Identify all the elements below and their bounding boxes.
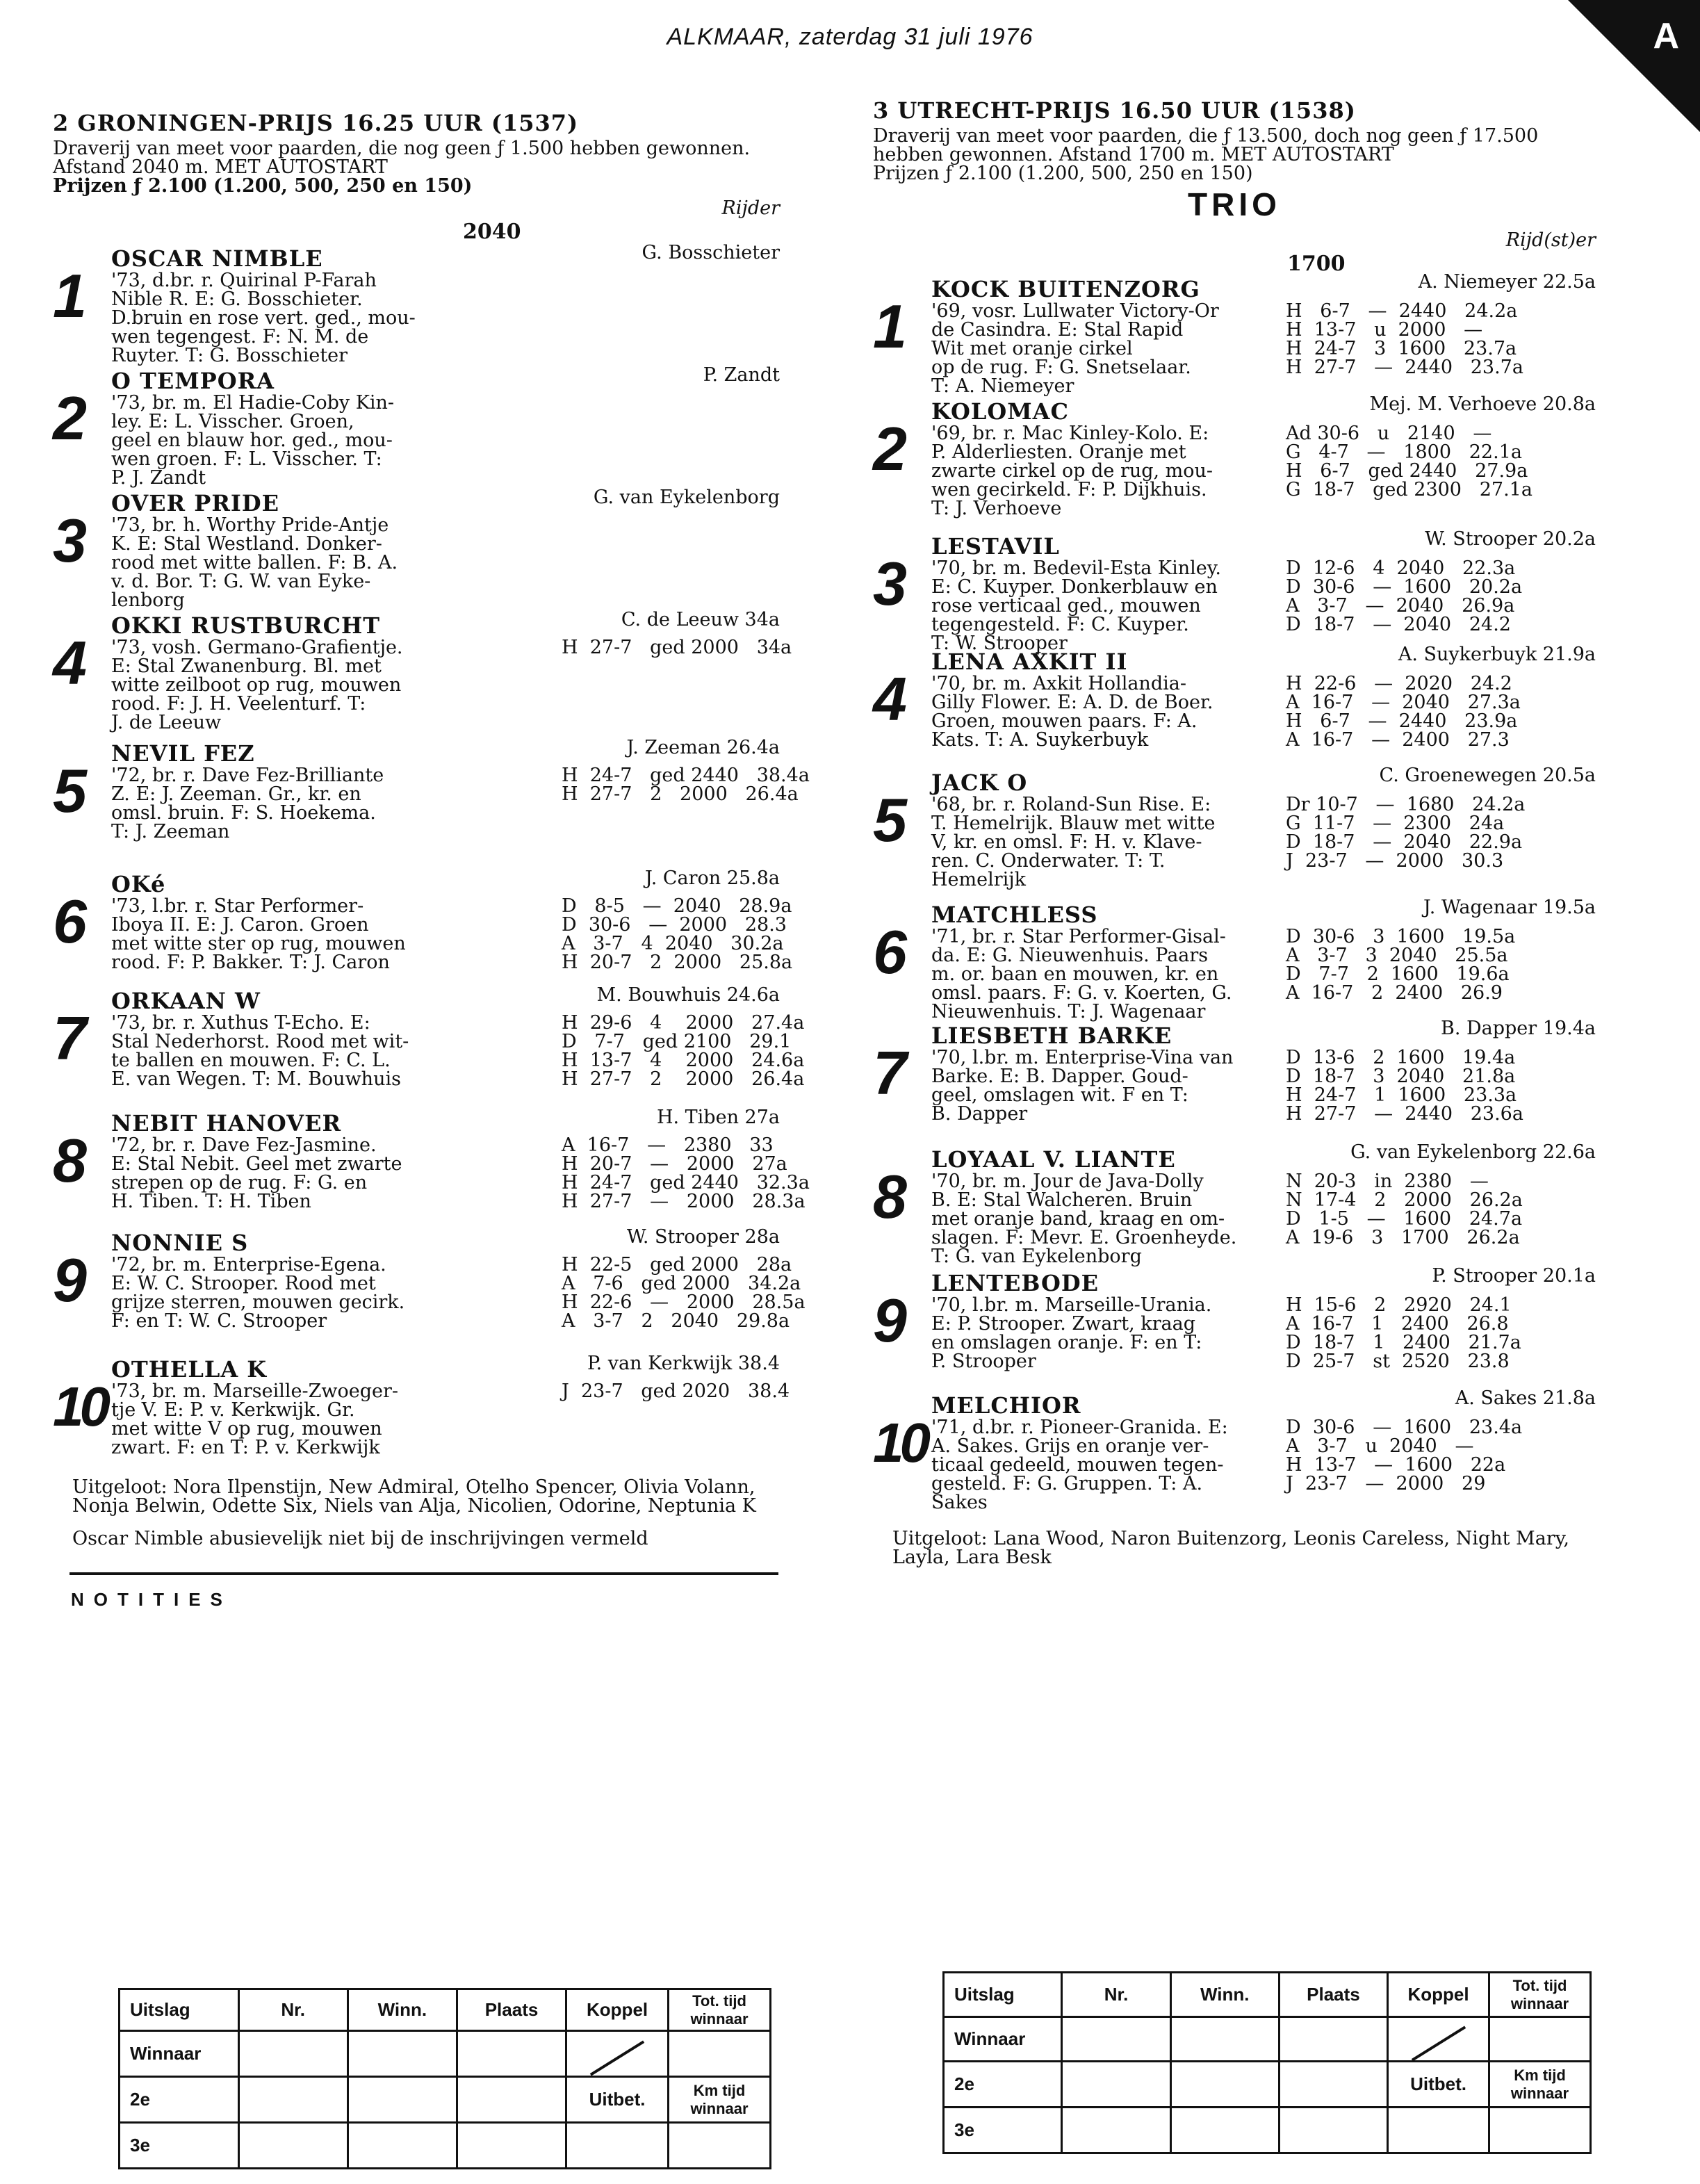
rider-name: J. Zeeman 26.4a [626, 737, 780, 758]
slash-mark [566, 2031, 669, 2077]
entry-number: 2 [873, 414, 907, 483]
horse-description: '73, br. m. Marseille-Zwoeger- tje V. E: P. v. Kerkwijk. Gr. met witte V op rug, mouwen zwart. F: en T: P. v. Kerkwijk [111, 1380, 398, 1458]
col-tot-tijd: Tot. tijd winnaar [1489, 1973, 1591, 2017]
row-winnaar: Winnaar [944, 2017, 1062, 2062]
form-record: H 27-7 ged 2000 34a [562, 637, 792, 658]
entry-number: 3 [873, 549, 907, 618]
horse-name: LENTEBODE [931, 1270, 1099, 1296]
horse-name: MELCHIOR [931, 1392, 1081, 1419]
race-2-distance: 2040 [463, 220, 521, 244]
cell [1062, 2017, 1170, 2062]
horse-description: '71, br. r. Star Performer-Gisal- da. E: G. Nieuwenhuis. Paars m. or. baan en mouwen, kr. en omsl. paars. F: G. v. Koerten, G. Nieuwenhuis. T: J. Wagenaar [931, 926, 1232, 1022]
race-3-rider-heading: Rijd(st)er [1505, 229, 1596, 251]
cell [238, 2077, 348, 2123]
km-tijd-label: Km tijd winnaar [669, 2077, 771, 2123]
horse-name: MATCHLESS [931, 902, 1098, 928]
form-record: H 6-7 — 2440 24.2a H 13-7 u 2000 — H 24-7 3 1600 23.7a H 27-7 — 2440 23.7a [1286, 300, 1523, 378]
horse-description: '73, l.br. r. Star Performer- Iboya II. E: J. Caron. Groen met witte ster op rug, mouwen rood. F: P. Bakker. T: J. Caron [111, 895, 406, 973]
race-2-note: Oscar Nimble abusievelijk niet bij de inschrijvingen vermeld [72, 1528, 648, 1549]
horse-name: OKKI RUSTBURCHT [111, 612, 381, 639]
horse-name: O TEMPORA [111, 368, 275, 394]
col-tot-tijd: Tot. tijd winnaar [669, 1989, 771, 2031]
row-2e: 2e [120, 2077, 239, 2123]
cell [1062, 2108, 1170, 2153]
race-3-title: 3 UTRECHT-PRIJS 16.50 UUR (1538) [873, 97, 1356, 124]
uitbet-label: Uitbet. [1388, 2062, 1489, 2108]
horse-name: LESTAVIL [931, 533, 1060, 560]
horse-description: '69, br. r. Mac Kinley-Kolo. E: P. Alderliesten. Oranje met zwarte cirkel op de rug, mou- wen gecirkeld. F: P. Dijkhuis. T: J. Verhoeve [931, 423, 1213, 519]
horse-name: LOYAAL V. LIANTE [931, 1146, 1176, 1173]
race-2-description: Draverij van meet voor paarden, die nog geen ƒ 1.500 hebben gewonnen. Afstand 2040 m. MET AUTOSTART [53, 138, 751, 178]
cell [457, 2031, 566, 2077]
rider-name: Mej. M. Verhoeve 20.8a [1369, 393, 1596, 415]
entry-number: 9 [53, 1246, 87, 1314]
col-uitslag: Uitslag [120, 1989, 239, 2031]
horse-name: OKé [111, 871, 166, 897]
entry-number: 8 [53, 1126, 87, 1195]
cell [1388, 2108, 1489, 2153]
row-winnaar: Winnaar [120, 2031, 239, 2077]
entry-number: 10 [873, 1412, 926, 1474]
horse-name: KOLOMAC [931, 398, 1069, 425]
cell [1279, 2062, 1387, 2108]
form-record: Ad 30-6 u 2140 — G 4-7 — 1800 22.1a H 6-7 ged 2440 27.9a G 18-7 ged 2300 27.1a [1286, 423, 1533, 500]
entry-number: 4 [873, 665, 907, 733]
form-record: J 23-7 ged 2020 38.4 [562, 1380, 790, 1402]
cell [1279, 2108, 1387, 2153]
cell [669, 2031, 771, 2077]
page-header: ALKMAAR, zaterdag 31 juli 1976 [667, 24, 1033, 50]
form-record: D 8-5 — 2040 28.9a D 30-6 — 2000 28.3 A 3-7 4 2040 30.2a H 20-7 2 2000 25.8a [562, 895, 793, 973]
race-3-distance: 1700 [1287, 252, 1346, 276]
horse-name: JACK O [931, 769, 1028, 796]
cell [566, 2123, 669, 2169]
entry-number: 3 [53, 506, 87, 575]
cell [457, 2077, 566, 2123]
rider-name: P. Strooper 20.1a [1432, 1265, 1596, 1287]
rider-name: W. Strooper 20.2a [1425, 528, 1596, 550]
horse-description: '73, vosh. Germano-Grafientje. E: Stal Zwanenburg. Bl. met witte zeilboot op rug, mouwen rood. F: J. H. Veelenturf. T: J. de Leeuw [111, 637, 403, 733]
rider-name: P. van Kerkwijk 38.4 [587, 1353, 780, 1374]
cell [1170, 2017, 1279, 2062]
entry-number: 6 [53, 887, 87, 956]
form-record: D 12-6 4 2040 22.3a D 30-6 — 1600 20.2a A 3-7 — 2040 26.9a D 18-7 — 2040 24.2 [1286, 557, 1523, 635]
trio-label: TRIO [1188, 186, 1281, 222]
rider-name: J. Wagenaar 19.5a [1423, 897, 1596, 918]
entry-number: 1 [53, 261, 87, 330]
horse-name: LIESBETH BARKE [931, 1022, 1172, 1049]
col-koppel: Koppel [1388, 1973, 1489, 2017]
rider-name: G. van Eykelenborg [593, 487, 780, 508]
section-divider [70, 1572, 778, 1575]
rider-name: A. Sakes 21.8a [1455, 1387, 1596, 1409]
horse-name: OVER PRIDE [111, 490, 280, 516]
rider-name: M. Bouwhuis 24.6a [596, 984, 780, 1006]
col-plaats: Plaats [1279, 1973, 1387, 2017]
horse-name: KOCK BUITENZORG [931, 276, 1200, 302]
km-tijd-label: Km tijd winnaar [1489, 2062, 1591, 2108]
col-nr: Nr. [1062, 1973, 1170, 2017]
race-2-prizes: Prijzen ƒ 2.100 (1.200, 500, 250 en 150) [53, 175, 473, 197]
entry-number: 5 [873, 785, 907, 854]
horse-description: '70, br. m. Axkit Hollandia- Gilly Flower. E: A. D. de Boer. Groen, mouwen paars. F: A. Kats. T: A. Suykerbuyk [931, 673, 1213, 751]
cell [1489, 2017, 1591, 2062]
col-nr: Nr. [238, 1989, 348, 2031]
form-record: Dr 10-7 — 1680 24.2a G 11-7 — 2300 24a D 18-7 — 2040 22.9a J 23-7 — 2000 30.3 [1286, 794, 1526, 872]
cell [348, 2077, 457, 2123]
horse-name: NEBIT HANOVER [111, 1110, 342, 1136]
cell [1170, 2062, 1279, 2108]
entry-number: 7 [53, 1004, 87, 1073]
form-record: D 30-6 — 1600 23.4a A 3-7 u 2040 — H 13-7 — 1600 22a J 23-7 — 2000 29 [1286, 1417, 1523, 1494]
entry-number: 8 [873, 1162, 907, 1231]
rider-name: G. Bosschieter [641, 242, 780, 263]
race-3-column [873, 97, 1596, 1513]
form-record: H 29-6 4 2000 27.4a D 7-7 ged 2100 29.1 H 13-7 4 2000 24.6a H 27-7 2 2000 26.4a [562, 1012, 805, 1090]
cell [348, 2031, 457, 2077]
race-3-uitgeloot: Uitgeloot: Lana Wood, Naron Buitenzorg, Leonis Careless, Night Mary, Layla, Lara Besk [892, 1528, 1569, 1568]
row-2e: 2e [944, 2062, 1062, 2108]
race-3-prizes: Prijzen ƒ 2.100 (1.200, 500, 250 en 150) [873, 163, 1253, 184]
horse-name: ORKAAN W [111, 988, 261, 1014]
horse-name: NEVIL FEZ [111, 740, 255, 767]
rider-name: A. Suykerbuyk 21.9a [1398, 644, 1596, 665]
horse-description: '73, br. h. Worthy Pride-Antje K. E: Stal Westland. Donker- rood met witte ballen. F: B. A. v. d. Bor. T: G. W. van Eyke- lenborg [111, 514, 398, 611]
entry-number: 9 [873, 1286, 907, 1355]
entry-number: 1 [873, 292, 907, 361]
entry-number: 6 [873, 918, 907, 986]
cell [1279, 2017, 1387, 2062]
entry-number: 5 [53, 756, 87, 825]
col-winn: Winn. [348, 1989, 457, 2031]
race-2-title: 2 GRONINGEN-PRIJS 16.25 UUR (1537) [53, 110, 579, 136]
rider-name: H. Tiben 27a [656, 1107, 780, 1128]
rider-name: P. Zandt [703, 364, 780, 386]
horse-description: '73, br. m. El Hadie-Coby Kin- ley. E: L. Visscher. Groen, geel en blauw hor. ged., mou- wen groen. F: L. Visscher. T: P. J. Zandt [111, 392, 395, 489]
slash-mark [1388, 2017, 1489, 2062]
horse-name: OTHELLA K [111, 1356, 268, 1383]
form-record: H 24-7 ged 2440 38.4a H 27-7 2 2000 26.4a [562, 765, 810, 805]
race-2-column [53, 97, 810, 1458]
horse-description: '68, br. r. Roland-Sun Rise. E: T. Hemelrijk. Blauw met witte V, kr. en omsl. F: H. v. Klave- ren. C. Onderwater. T: T. Hemelrijk [931, 794, 1216, 890]
horse-description: '72, br. r. Dave Fez-Brilliante Z. E: J. Zeeman. Gr., kr. en omsl. bruin. F: S. Hoekema. T: J. Zeeman [111, 765, 384, 842]
horse-description: '70, br. m. Bedevil-Esta Kinley. E: C. Kuyper. Donkerblauw en rose verticaal ged., mouwen tegengesteld. F: C. Kuyper. T: W. Strooper [931, 557, 1221, 654]
cell [238, 2031, 348, 2077]
rider-name: A. Niemeyer 22.5a [1418, 271, 1596, 293]
form-record: N 20-3 in 2380 — N 17-4 2 2000 26.2a D 1-5 — 1600 24.7a A 19-6 3 1700 26.2a [1286, 1171, 1523, 1248]
col-plaats: Plaats [457, 1989, 566, 2031]
cell [1489, 2108, 1591, 2153]
rider-name: G. van Eykelenborg 22.6a [1350, 1141, 1596, 1163]
horse-description: '71, d.br. r. Pioneer-Granida. E: A. Sakes. Grijs en oranje ver- ticaal gedeeld, mouwen tegen- gesteld. F: G. Gruppen. T: A. Sakes [931, 1417, 1228, 1513]
rider-name: C. de Leeuw 34a [621, 609, 780, 630]
horse-description: '69, vosr. Lullwater Victory-Or de Casindra. E: Stal Rapid Wit met oranje cirkel op de rug. F: G. Snetselaar. T: A. Niemeyer [931, 300, 1219, 397]
form-record: A 16-7 — 2380 33 H 20-7 — 2000 27a H 24-7 ged 2440 32.3a H 27-7 — 2000 28.3a [562, 1134, 810, 1212]
entry-number: 7 [873, 1038, 907, 1107]
row-3e: 3e [944, 2108, 1062, 2153]
result-table-right [942, 1971, 1592, 2154]
horse-description: '72, br. r. Dave Fez-Jasmine. E: Stal Nebit. Geel met zwarte strepen op de rug. F: G. en H. Tiben. T: H. Tiben [111, 1134, 402, 1212]
form-record: D 30-6 3 1600 19.5a A 3-7 3 2040 25.5a D 7-7 2 1600 19.6a A 16-7 2 2400 26.9 [1286, 926, 1516, 1004]
col-koppel: Koppel [566, 1989, 669, 2031]
entry-number: 4 [53, 628, 87, 697]
col-uitslag: Uitslag [944, 1973, 1062, 2017]
rider-name: C. Groenewegen 20.5a [1379, 765, 1596, 786]
form-record: H 15-6 2 2920 24.1 A 16-7 1 2400 26.8 D 18-7 1 2400 21.7a D 25-7 st 2520 23.8 [1286, 1294, 1521, 1372]
horse-description: '73, d.br. r. Quirinal P-Farah Nible R. E: G. Bosschieter. D.bruin en rose vert. ged., mou- wen tegengest. F: N. M. de Ruyter. T: G. Bosschieter [111, 270, 416, 366]
row-3e: 3e [120, 2123, 239, 2169]
horse-description: '73, br. r. Xuthus T-Echo. E: Stal Nederhorst. Rood met wit- te ballen en mouwen. F: C. L. E. van Wegen. T: M. Bouwhuis [111, 1012, 409, 1090]
horse-description: '70, br. m. Jour de Java-Dolly B. E: Stal Walcheren. Bruin met oranje band, kraag en om- slagen. F: Mevr. E. Groenheyde. T: G. van Eykelenborg [931, 1171, 1237, 1267]
race-3-description: Draverij van meet voor paarden, die ƒ 13.500, doch nog geen ƒ 17.500 hebben gewonnen. Afstand 1700 m. MET AUTOSTART [873, 125, 1539, 165]
form-record: H 22-5 ged 2000 28a A 7-6 ged 2000 34.2a H 22-6 — 2000 28.5a A 3-7 2 2040 29.8a [562, 1254, 806, 1332]
form-record: H 22-6 — 2020 24.2 A 16-7 — 2040 27.3a H 6-7 — 2440 23.9a A 16-7 — 2400 27.3 [1286, 673, 1521, 751]
uitbet-label: Uitbet. [566, 2077, 669, 2123]
rider-name: J. Caron 25.8a [645, 867, 780, 889]
cell [457, 2123, 566, 2169]
race-2-uitgeloot: Uitgeloot: Nora Ilpenstijn, New Admiral, Otelho Spencer, Olivia Volann, Nonja Belwin, Odette Six, Niels van Alja, Nicolien, Odorine, Neptunia K [72, 1476, 756, 1517]
form-record: D 13-6 2 1600 19.4a D 18-7 3 2040 21.8a H 24-7 1 1600 23.3a H 27-7 — 2440 23.6a [1286, 1047, 1523, 1125]
entry-number: 10 [53, 1376, 106, 1437]
cell [348, 2123, 457, 2169]
horse-name: NONNIE S [111, 1230, 249, 1256]
horse-description: '70, l.br. m. Enterprise-Vina van Barke. E: B. Dapper. Goud- geel, omslagen wit. F en T: B. Dapper [931, 1047, 1234, 1125]
horse-description: '72, br. m. Enterprise-Egena. E: W. C. Strooper. Rood met grijze sterren, mouwen gecirk. F: en T: W. C. Strooper [111, 1254, 405, 1332]
cell [1170, 2108, 1279, 2153]
rider-name: W. Strooper 28a [626, 1226, 780, 1248]
entry-number: 2 [53, 384, 87, 453]
horse-name: LENA AXKIT II [931, 649, 1128, 675]
corner-letter: A [1653, 16, 1679, 56]
cell [669, 2123, 771, 2169]
cell [238, 2123, 348, 2169]
horse-description: '70, l.br. m. Marseille-Urania. E: P. Strooper. Zwart, kraag en omslagen oranje. F: en T: P. Strooper [931, 1294, 1212, 1372]
horse-name: OSCAR NIMBLE [111, 245, 323, 272]
race-2-rider-heading: Rijder [721, 197, 780, 219]
col-winn: Winn. [1170, 1973, 1279, 2017]
cell [1062, 2062, 1170, 2108]
result-table-left [118, 1988, 771, 2169]
rider-name: B. Dapper 19.4a [1440, 1018, 1596, 1039]
notities-heading: NOTITIES [71, 1589, 232, 1610]
